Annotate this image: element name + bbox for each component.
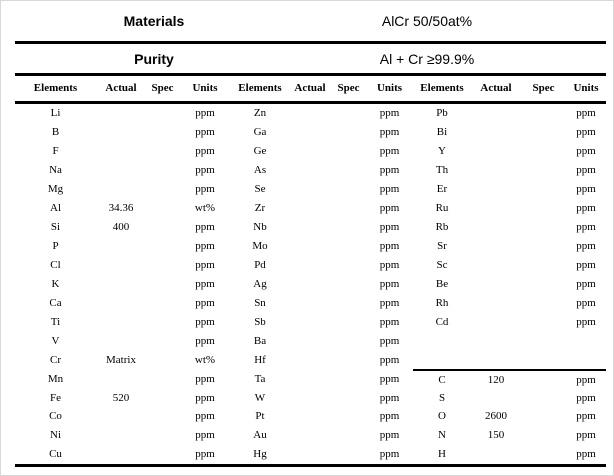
units-cell: ppm	[195, 164, 215, 177]
units-cell: ppm	[195, 448, 215, 461]
actual-cell	[96, 445, 146, 464]
units-cell: ppm	[379, 183, 400, 196]
spec-cell	[331, 293, 366, 312]
actual-cell	[471, 388, 521, 407]
actual-cell	[96, 312, 146, 331]
units-cell: ppm	[379, 296, 400, 309]
table-row	[15, 142, 606, 161]
actual-cell: 2600	[485, 410, 507, 423]
spec-cell	[521, 312, 566, 331]
actual-cell	[96, 104, 146, 123]
actual-cell	[289, 256, 331, 275]
elements-cell: Al	[50, 202, 61, 215]
elements-cell: Na	[49, 164, 62, 177]
spec-cell	[331, 331, 366, 350]
column-header-units: Units	[573, 81, 599, 94]
actual-cell	[471, 161, 521, 180]
spec-cell	[521, 350, 566, 369]
actual-cell	[289, 369, 331, 388]
spec-cell	[521, 407, 566, 426]
elements-cell: Sr	[437, 240, 447, 253]
actual-cell	[471, 104, 521, 123]
units-cell: ppm	[576, 315, 596, 328]
actual-cell	[96, 293, 146, 312]
units-cell: ppm	[576, 240, 596, 253]
actual-cell	[289, 426, 331, 445]
actual-cell	[289, 274, 331, 293]
elements-cell: Zr	[254, 202, 266, 215]
spec-cell	[331, 274, 366, 293]
elements-cell: Ga	[253, 126, 267, 139]
table-row	[15, 426, 606, 445]
elements-cell: As	[253, 164, 267, 177]
column-header-row	[15, 76, 606, 104]
elements-cell: Mn	[47, 372, 64, 385]
elements-cell: N	[438, 429, 446, 442]
spec-cell	[521, 199, 566, 218]
elements-cell: Ti	[50, 315, 61, 328]
actual-cell	[471, 293, 521, 312]
spec-cell	[146, 199, 179, 218]
spec-cell	[146, 161, 179, 180]
elements-cell: Li	[50, 107, 61, 120]
elements-cell: B	[51, 126, 60, 139]
elements-cell: Nb	[253, 221, 267, 234]
units-cell: ppm	[195, 258, 215, 271]
elements-cell: Cl	[50, 258, 61, 271]
spec-cell	[331, 350, 366, 369]
column-header-elements: Elements	[238, 81, 282, 94]
elements-cell: Ru	[435, 202, 449, 215]
units-cell: ppm	[195, 221, 215, 234]
spec-cell	[146, 350, 179, 369]
table-row	[15, 123, 606, 142]
column-header-elements: Elements	[420, 81, 464, 94]
actual-cell	[289, 331, 331, 350]
units-cell: ppm	[576, 391, 596, 404]
elements-cell: P	[52, 240, 59, 253]
elements-cell: Ca	[49, 296, 62, 309]
actual-cell	[96, 161, 146, 180]
units-cell: ppm	[576, 448, 596, 461]
units-cell: wt%	[194, 353, 216, 366]
units-cell: ppm	[379, 164, 400, 177]
actual-cell	[96, 142, 146, 161]
table-body	[15, 104, 606, 467]
units-cell: ppm	[195, 410, 215, 423]
units-cell: ppm	[379, 391, 400, 404]
actual-cell	[471, 237, 521, 256]
table-row	[15, 256, 606, 275]
actual-cell	[289, 180, 331, 199]
materials-row	[15, 1, 606, 44]
spec-cell	[331, 180, 366, 199]
spec-cell	[521, 369, 566, 388]
elements-cell: Be	[435, 277, 449, 290]
elements-cell: F	[52, 145, 59, 158]
actual-cell	[289, 388, 331, 407]
elements-cell	[413, 350, 471, 369]
actual-cell	[289, 293, 331, 312]
table-row	[15, 237, 606, 256]
units-cell: ppm	[379, 277, 400, 290]
column-header-units: Units	[376, 81, 403, 94]
spec-cell	[146, 104, 179, 123]
actual-cell	[289, 407, 331, 426]
elements-cell: W	[254, 391, 266, 404]
spec-cell	[146, 369, 179, 388]
spec-cell	[521, 388, 566, 407]
actual-cell	[96, 331, 146, 350]
units-cell: ppm	[576, 410, 596, 423]
spec-cell	[521, 256, 566, 275]
elements-cell: Hg	[253, 448, 267, 461]
units-cell: ppm	[566, 369, 606, 388]
table-row	[15, 407, 606, 426]
elements-cell: Zn	[253, 107, 267, 120]
units-cell: ppm	[379, 145, 400, 158]
spec-cell	[331, 218, 366, 237]
actual-cell	[289, 237, 331, 256]
spec-cell	[521, 274, 566, 293]
elements-cell: V	[51, 334, 60, 347]
units-cell: ppm	[379, 353, 400, 366]
column-header-spec: Spec	[151, 81, 174, 94]
table-row	[15, 104, 606, 123]
units-cell: ppm	[576, 221, 596, 234]
actual-cell	[289, 445, 331, 464]
actual-cell	[96, 369, 146, 388]
spec-cell	[521, 123, 566, 142]
table-row	[15, 369, 606, 388]
actual-cell	[96, 407, 146, 426]
actual-cell	[289, 199, 331, 218]
spec-cell	[331, 369, 366, 388]
units-cell: ppm	[195, 277, 215, 290]
units-cell: ppm	[576, 296, 596, 309]
actual-cell	[471, 199, 521, 218]
column-header-actual: Actual	[480, 81, 512, 94]
spec-cell	[521, 104, 566, 123]
spec-cell	[331, 407, 366, 426]
actual-cell	[289, 312, 331, 331]
spec-cell	[331, 142, 366, 161]
units-cell: ppm	[195, 240, 215, 253]
spec-cell	[146, 123, 179, 142]
units-cell: ppm	[576, 126, 596, 139]
column-header-actual: Actual	[294, 81, 326, 94]
elements-cell: Er	[436, 183, 448, 196]
spec-cell	[521, 237, 566, 256]
column-header-actual: Actual	[105, 81, 137, 94]
elements-cell: Sn	[254, 296, 266, 309]
units-cell: wt%	[194, 202, 216, 215]
spec-cell	[331, 161, 366, 180]
units-cell: ppm	[195, 296, 215, 309]
elements-cell: Ag	[253, 277, 267, 290]
actual-cell: 150	[487, 429, 505, 442]
units-cell: ppm	[576, 258, 596, 271]
purity-label: Purity	[134, 50, 174, 67]
units-cell: ppm	[576, 183, 596, 196]
units-cell: ppm	[379, 202, 400, 215]
elements-cell: Sc	[436, 258, 448, 271]
elements-cell: Co	[49, 410, 62, 423]
elements-cell: Ta	[254, 372, 266, 385]
elements-cell: Th	[435, 164, 449, 177]
units-cell: ppm	[576, 145, 596, 158]
elements-cell: Cr	[50, 353, 61, 366]
spec-cell	[521, 331, 566, 350]
actual-cell	[289, 350, 331, 369]
elements-cell: Bi	[436, 126, 448, 139]
purity-value: Al + Cr ≥99.9%	[379, 50, 475, 67]
elements-cell: H	[438, 448, 446, 461]
elements-cell: Se	[254, 183, 266, 196]
column-header-units: Units	[192, 81, 218, 94]
actual-cell	[96, 426, 146, 445]
spec-cell	[331, 388, 366, 407]
elements-cell: Pb	[436, 107, 448, 120]
spec-cell	[146, 218, 179, 237]
actual-cell	[471, 123, 521, 142]
actual-cell	[96, 237, 146, 256]
elements-cell	[413, 331, 471, 350]
spec-cell	[331, 199, 366, 218]
units-cell: ppm	[195, 145, 215, 158]
table-content	[15, 1, 606, 467]
elements-cell: Si	[50, 221, 61, 234]
units-cell: ppm	[379, 107, 400, 120]
elements-cell: Hf	[254, 353, 266, 366]
units-cell: ppm	[379, 240, 400, 253]
units-cell: ppm	[379, 334, 400, 347]
actual-cell	[471, 180, 521, 199]
units-cell: ppm	[195, 183, 215, 196]
actual-cell	[471, 142, 521, 161]
units-cell: ppm	[379, 429, 400, 442]
spec-cell	[521, 445, 566, 464]
spec-cell	[146, 312, 179, 331]
actual-cell: 120	[471, 369, 521, 388]
elements-cell: C	[413, 369, 471, 388]
actual-cell	[289, 104, 331, 123]
elements-cell: Rh	[435, 296, 449, 309]
table-row	[15, 312, 606, 331]
units-cell: ppm	[379, 410, 400, 423]
elements-cell: Au	[253, 429, 267, 442]
spec-cell	[146, 445, 179, 464]
spec-cell	[331, 104, 366, 123]
actual-cell	[289, 218, 331, 237]
units-cell: ppm	[379, 372, 400, 385]
spec-cell	[521, 161, 566, 180]
spec-cell	[146, 274, 179, 293]
purity-row	[15, 44, 606, 76]
units-cell: ppm	[379, 448, 400, 461]
units-cell	[566, 331, 606, 350]
elements-cell: O	[438, 410, 446, 423]
spec-cell	[146, 293, 179, 312]
units-cell: ppm	[195, 334, 215, 347]
elements-cell: Sb	[254, 315, 266, 328]
actual-cell	[289, 161, 331, 180]
spec-cell	[331, 312, 366, 331]
units-cell: ppm	[576, 107, 596, 120]
materials-label: Materials	[123, 13, 185, 29]
elements-cell: Pd	[254, 258, 266, 271]
actual-cell	[471, 445, 521, 464]
units-cell: ppm	[576, 164, 596, 177]
actual-cell	[96, 180, 146, 199]
table-row	[15, 180, 606, 199]
column-header-spec: Spec	[532, 81, 555, 94]
elements-cell: Cd	[435, 315, 449, 328]
units-cell: ppm	[195, 126, 215, 139]
column-header-spec: Spec	[337, 81, 360, 94]
units-cell: ppm	[379, 221, 400, 234]
elements-cell: S	[438, 391, 446, 404]
elements-cell: Mg	[47, 183, 64, 196]
actual-cell: 34.36	[108, 202, 134, 215]
actual-cell	[471, 312, 521, 331]
actual-cell	[471, 256, 521, 275]
table-row	[15, 445, 606, 464]
spec-cell	[331, 445, 366, 464]
actual-cell	[289, 123, 331, 142]
spec-cell	[521, 293, 566, 312]
spec-cell	[331, 426, 366, 445]
actual-cell	[471, 218, 521, 237]
spec-cell	[521, 218, 566, 237]
elements-cell: Ba	[253, 334, 267, 347]
elements-cell: Cu	[49, 448, 62, 461]
spec-cell	[521, 180, 566, 199]
table-row	[15, 293, 606, 312]
elements-cell: Fe	[50, 391, 61, 404]
actual-cell: 520	[112, 391, 130, 404]
table-row	[15, 331, 606, 350]
column-header-elements: Elements	[33, 81, 78, 94]
spec-cell	[146, 388, 179, 407]
elements-cell: Mo	[252, 240, 268, 253]
table-row	[15, 218, 606, 237]
spec-cell	[521, 426, 566, 445]
spec-cell	[146, 142, 179, 161]
elements-cell: Ni	[50, 429, 61, 442]
actual-cell: 400	[112, 221, 130, 234]
spec-cell	[146, 180, 179, 199]
units-cell	[566, 350, 606, 369]
spec-cell	[331, 237, 366, 256]
actual-cell	[471, 331, 521, 350]
table-row	[15, 350, 606, 369]
units-cell: ppm	[379, 315, 400, 328]
spec-cell	[146, 237, 179, 256]
units-cell: ppm	[195, 429, 215, 442]
units-cell: ppm	[379, 126, 400, 139]
spec-cell	[146, 256, 179, 275]
spec-cell	[331, 123, 366, 142]
actual-cell	[289, 142, 331, 161]
spec-cell	[521, 142, 566, 161]
table-row	[15, 274, 606, 293]
spec-cell	[146, 426, 179, 445]
units-cell: ppm	[195, 315, 215, 328]
actual-cell	[471, 274, 521, 293]
units-cell: ppm	[195, 372, 215, 385]
units-cell: ppm	[576, 277, 596, 290]
materials-value: AlCr 50/50at%	[381, 13, 473, 29]
units-cell: ppm	[195, 107, 215, 120]
spec-cell	[146, 331, 179, 350]
spec-cell	[146, 407, 179, 426]
spec-cell	[331, 256, 366, 275]
units-cell: ppm	[576, 202, 596, 215]
actual-cell	[96, 123, 146, 142]
table-row	[15, 388, 606, 407]
units-cell: ppm	[379, 258, 400, 271]
table-row	[15, 199, 606, 218]
table-row	[15, 161, 606, 180]
elements-cell: K	[51, 277, 60, 290]
actual-cell	[96, 256, 146, 275]
units-cell: ppm	[195, 391, 215, 404]
actual-cell	[96, 274, 146, 293]
elements-cell: Pt	[255, 410, 265, 423]
actual-cell: Matrix	[106, 353, 136, 366]
elements-cell: Ge	[253, 145, 267, 158]
elements-cell: Rb	[435, 221, 449, 234]
elements-cell: Y	[438, 145, 446, 158]
actual-cell	[471, 350, 521, 369]
units-cell: ppm	[576, 429, 596, 442]
